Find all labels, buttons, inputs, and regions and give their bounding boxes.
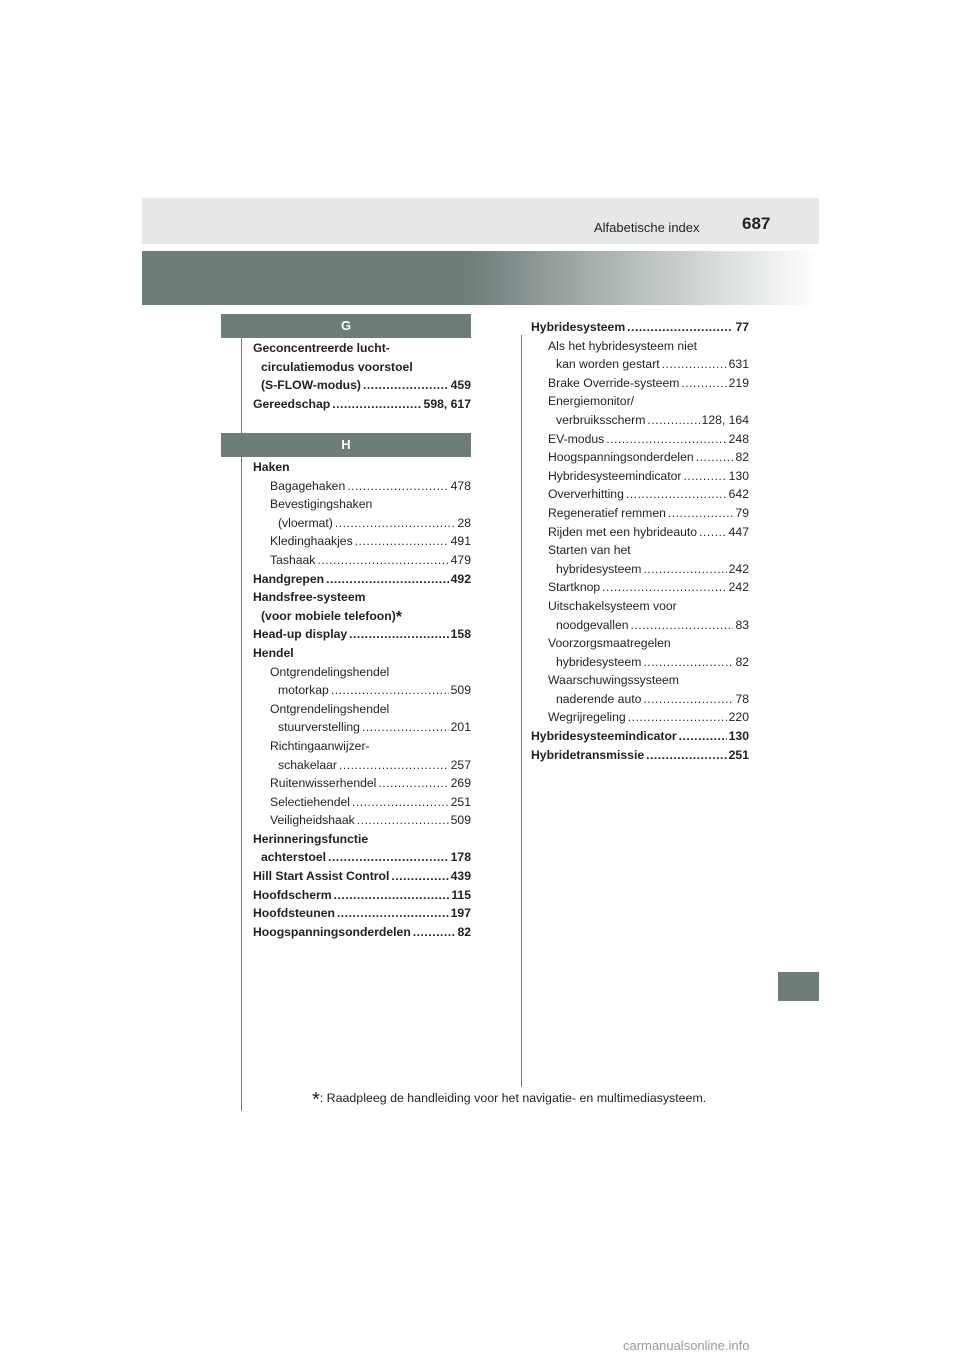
entry-term: hybridesysteem: [556, 561, 642, 576]
entry-term: Haken: [253, 460, 290, 474]
entry-term: Waarschuwingssysteem: [548, 673, 679, 688]
entry-term: Hendel: [253, 645, 294, 660]
index-entry: [531, 504, 749, 523]
index-entry: [253, 848, 471, 867]
entry-term: verbruiksscherm: [556, 412, 646, 427]
entry-page: 28: [457, 515, 471, 530]
entry-term: Wegrijregeling: [548, 710, 626, 725]
index-entry: [253, 551, 471, 570]
section-letter-g: G: [221, 314, 471, 338]
entry-page: 115: [451, 887, 471, 902]
entry-page: 439: [450, 869, 471, 884]
entry-page: 158: [450, 627, 471, 642]
leader-dots: [352, 793, 449, 812]
index-entry: [253, 625, 471, 644]
entry-term: Hoogspanningsonderdelen: [548, 450, 694, 465]
leader-dots: [643, 560, 726, 579]
index-column-right: [531, 318, 749, 764]
entry-term: schakelaar: [278, 757, 337, 772]
index-entry: [253, 811, 471, 830]
leader-dots: [699, 523, 727, 542]
entry-term: Rijden met een hybrideauto: [548, 524, 698, 539]
entry-page: 269: [450, 776, 471, 791]
entry-page: 82: [735, 654, 749, 669]
leader-dots: [627, 318, 733, 337]
leader-dots: [668, 504, 734, 523]
index-entry: [531, 337, 749, 356]
entry-term: (vloermat): [278, 515, 333, 530]
index-entry: [253, 867, 471, 886]
index-column-h: [253, 458, 471, 941]
index-entry: [253, 358, 471, 377]
index-entry: [253, 376, 471, 395]
entry-page: 220: [728, 710, 749, 725]
entry-term: Handsfree-systeem: [253, 590, 366, 605]
entry-term: Uitschakelsysteem voor: [548, 598, 677, 613]
leader-dots: [606, 430, 726, 449]
index-entry: [531, 634, 749, 653]
index-entry: [253, 681, 471, 700]
entry-page: 598, 617: [423, 396, 471, 411]
entry-page: 78: [735, 691, 749, 706]
index-entry: [253, 395, 471, 414]
index-entry: [531, 430, 749, 449]
entry-page: 478: [450, 478, 471, 493]
chapter-tab: [778, 972, 819, 1001]
index-entry: [253, 793, 471, 812]
entry-page: 479: [450, 552, 471, 567]
entry-page: 509: [450, 813, 471, 828]
leader-dots: [679, 727, 727, 746]
entry-term: EV-modus: [548, 431, 605, 446]
entry-term: (S-FLOW-modus): [261, 378, 361, 393]
entry-term: Hoogspanningsonderdelen: [253, 924, 411, 939]
entry-page: 82: [457, 924, 471, 939]
index-entry: [253, 458, 471, 477]
entry-page: 642: [728, 487, 749, 502]
index-entry: [531, 578, 749, 597]
leader-dots: [626, 485, 727, 504]
leader-dots: [631, 616, 734, 635]
entry-page: 491: [450, 534, 471, 549]
leader-dots: [335, 514, 456, 533]
entry-term: Kledinghaakjes: [270, 534, 353, 549]
index-entry: [253, 737, 471, 756]
leader-dots: [391, 867, 448, 886]
entry-page: 178: [450, 850, 471, 865]
entry-term: Hoofdsteunen: [253, 906, 335, 921]
index-entry: [253, 570, 471, 589]
entry-page: 219: [728, 375, 749, 390]
entry-term: Ontgrendelingshendel: [270, 664, 390, 679]
entry-term: stuurverstelling: [278, 720, 360, 735]
entry-page: 77: [735, 320, 749, 334]
index-entry: [531, 597, 749, 616]
leader-dots: [643, 690, 733, 709]
leader-dots: [357, 811, 449, 830]
leader-dots: [331, 681, 449, 700]
entry-term: Bevestigingshaken: [270, 497, 373, 512]
entry-term: kan worden gestart: [556, 357, 660, 372]
entry-page: 82: [735, 450, 749, 465]
index-entry: [253, 514, 471, 533]
index-entry: [531, 653, 749, 672]
entry-page: 197: [450, 906, 471, 921]
index-entry: [253, 495, 471, 514]
entry-term: Hoofdscherm: [253, 887, 332, 902]
index-entry: [253, 644, 471, 663]
footnote-star: *: [312, 1089, 320, 1111]
index-entry: [531, 541, 749, 560]
entry-term: circulatiemodus voorstoel: [261, 359, 413, 374]
leader-dots: [378, 774, 448, 793]
index-entry: [253, 923, 471, 942]
index-entry: [531, 467, 749, 486]
leader-dots: [317, 551, 448, 570]
entry-term: Starten van het: [548, 543, 631, 558]
footnote-text: : Raadpleeg de handleiding voor het navigatie- en multimediasysteem.: [319, 1091, 707, 1105]
header-bar: [142, 198, 819, 244]
header-title: Alfabetische index: [594, 220, 700, 235]
index-entry: [253, 830, 471, 849]
entry-term: Energiemonitor/: [548, 394, 635, 409]
entry-page: 130: [728, 468, 749, 483]
index-entry: [253, 774, 471, 793]
index-entry: [531, 392, 749, 411]
section-letter-h: H: [221, 433, 471, 457]
entry-term: Tashaak: [270, 552, 316, 567]
entry-term: Oververhitting: [548, 487, 624, 502]
index-entry: [531, 374, 749, 393]
leader-dots: [662, 355, 727, 374]
index-entry: [531, 560, 749, 579]
leader-dots: [363, 376, 449, 395]
entry-term: Voorzorgsmaatregelen: [548, 636, 671, 651]
entry-page: 128, 164: [701, 412, 749, 427]
entry-page: 242: [728, 561, 749, 576]
entry-page: 459: [450, 378, 471, 393]
entry-term: Selectiehendel: [270, 794, 350, 809]
entry-term: Regeneratief remmen: [548, 505, 666, 520]
leader-dots: [347, 477, 448, 496]
entry-term: Ontgrendelingshendel: [270, 701, 390, 716]
page-number: 687: [742, 214, 771, 233]
entry-term: Bagagehaken: [270, 478, 346, 493]
entry-page: 242: [728, 580, 749, 595]
index-entry: [531, 318, 749, 337]
index-entry: [253, 532, 471, 551]
entry-page: 257: [450, 757, 471, 772]
entry-page: 251: [450, 794, 471, 809]
leader-dots: [337, 904, 449, 923]
entry-term: Richtingaanwijzer-: [270, 738, 370, 753]
index-entry: [531, 355, 749, 374]
watermark: carmanualsonline.info: [623, 1338, 750, 1353]
decorative-band: [142, 251, 819, 305]
index-entry: [253, 718, 471, 737]
entry-page: 251: [728, 747, 749, 762]
entry-term: Handgrepen: [253, 571, 325, 586]
entry-term: Hybridesysteemindicator: [548, 468, 682, 483]
index-entry: [531, 746, 749, 765]
entry-page: 83: [735, 617, 749, 632]
index-entry: [531, 523, 749, 542]
index-entry: [531, 727, 749, 746]
index-entry: [531, 616, 749, 635]
entry-term: Gereedschap: [253, 396, 331, 411]
leader-dots: [647, 411, 699, 430]
entry-page: 130: [728, 729, 749, 744]
entry-term: Als het hybridesysteem niet: [548, 338, 698, 353]
leader-dots: [355, 532, 449, 551]
index-entry: [531, 448, 749, 467]
index-entry: [253, 339, 471, 358]
leader-dots: [683, 467, 726, 486]
index-entry: [253, 588, 471, 607]
leader-dots: [643, 653, 733, 672]
entry-term: Startknop: [548, 580, 601, 595]
column-divider: [521, 335, 522, 1087]
leader-dots: [646, 746, 727, 765]
footnote-marker: *: [395, 608, 402, 626]
entry-page: 492: [450, 571, 471, 586]
index-entry: [253, 607, 471, 626]
entry-term: Brake Override-systeem: [548, 375, 680, 390]
leader-dots: [413, 923, 456, 942]
entry-term: Hybridesysteem: [531, 320, 626, 334]
index-column-g: [253, 339, 471, 413]
index-entry: [531, 690, 749, 709]
entry-page: 79: [735, 505, 749, 520]
entry-term: achterstoel: [261, 850, 327, 865]
entry-term: Geconcentreerde lucht-: [253, 341, 390, 355]
entry-term: Hybridesysteemindicator: [531, 729, 677, 744]
leader-dots: [326, 570, 449, 589]
index-entry: [531, 708, 749, 727]
leader-dots: [602, 578, 726, 597]
entry-page: 201: [450, 720, 471, 735]
entry-term: Ruitenwisserhendel: [270, 776, 377, 791]
index-entry: [531, 485, 749, 504]
index-entry: [253, 663, 471, 682]
index-entry: [531, 411, 749, 430]
index-entry: [253, 477, 471, 496]
index-entry: [253, 756, 471, 775]
leader-dots: [328, 848, 449, 867]
entry-page: 447: [728, 524, 749, 539]
index-entry: [253, 904, 471, 923]
index-entry: [253, 886, 471, 905]
leader-dots: [681, 374, 726, 393]
entry-term: noodgevallen: [556, 617, 629, 632]
leader-dots: [628, 708, 727, 727]
entry-term: motorkap: [278, 683, 329, 698]
index-entry: [253, 700, 471, 719]
leader-dots: [332, 395, 421, 414]
footnote: [312, 1085, 707, 1111]
entry-term: Head-up display: [253, 627, 348, 642]
entry-term: Veiligheidshaak: [270, 813, 355, 828]
leader-dots: [334, 886, 450, 905]
entry-term: naderende auto: [556, 691, 642, 706]
entry-page: 509: [450, 683, 471, 698]
entry-term: Hybridetransmissie: [531, 747, 645, 762]
entry-page: 631: [728, 357, 749, 372]
entry-term: Herinneringsfunctie: [253, 831, 369, 846]
leader-dots: [339, 756, 449, 775]
index-entry: [531, 671, 749, 690]
leader-dots: [696, 448, 734, 467]
leader-dots: [362, 718, 449, 737]
entry-term: hybridesysteem: [556, 654, 642, 669]
entry-term: (voor mobiele telefoon): [261, 608, 396, 623]
entry-page: 248: [728, 431, 749, 446]
leader-dots: [349, 625, 449, 644]
entry-term: Hill Start Assist Control: [253, 869, 390, 884]
